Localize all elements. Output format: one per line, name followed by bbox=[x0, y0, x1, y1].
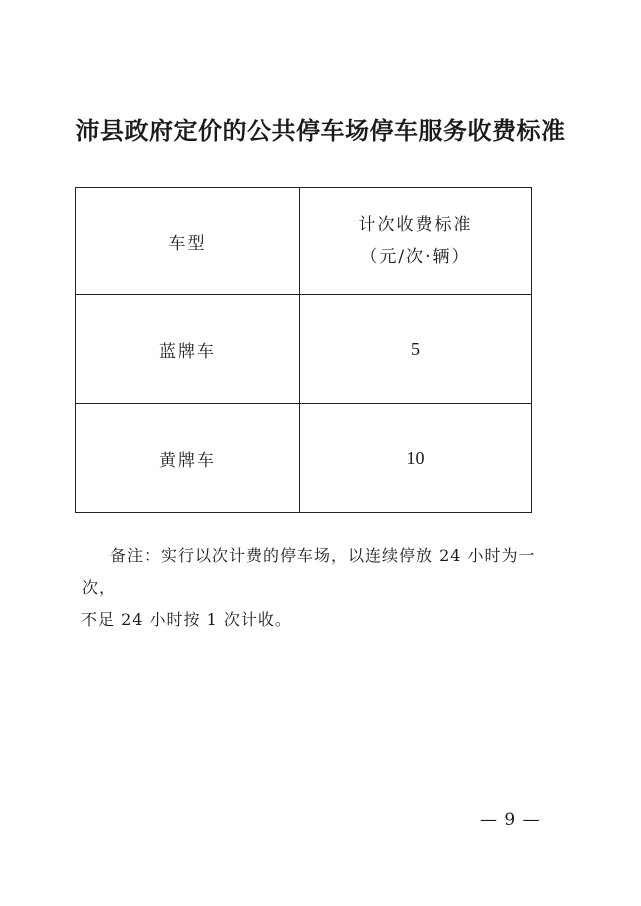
table-header-row bbox=[76, 188, 532, 295]
fee-value: 10 bbox=[406, 447, 425, 468]
vehicle-type-cell bbox=[76, 404, 300, 513]
fee-value: 5 bbox=[411, 338, 420, 359]
note-line: 不足 24 小时按 1 次计收。 bbox=[81, 610, 292, 629]
fee-cell bbox=[300, 295, 532, 404]
header-fee-label: 计次收费标准 bbox=[358, 215, 473, 235]
table-row bbox=[76, 295, 532, 404]
page-number: — 9 — bbox=[480, 810, 541, 830]
header-cell-vehicle-type bbox=[76, 188, 300, 295]
vehicle-type-label: 蓝牌车 bbox=[159, 341, 216, 362]
table-row bbox=[76, 404, 532, 513]
vehicle-type-cell bbox=[76, 295, 300, 404]
note-paragraph bbox=[82, 540, 552, 636]
header-fee-unit: （元/次·辆） bbox=[360, 247, 471, 267]
header-cell-fee bbox=[300, 188, 532, 295]
fee-cell bbox=[300, 404, 532, 513]
page-title: 沛县政府定价的公共停车场停车服务收费标准 bbox=[75, 117, 566, 145]
fee-table bbox=[75, 187, 532, 513]
note-line: 备注：实行以次计费的停车场，以连续停放 24 小时为一次， bbox=[82, 546, 536, 597]
vehicle-type-label: 黄牌车 bbox=[159, 450, 216, 471]
header-vehicle-type-label: 车型 bbox=[168, 233, 207, 254]
